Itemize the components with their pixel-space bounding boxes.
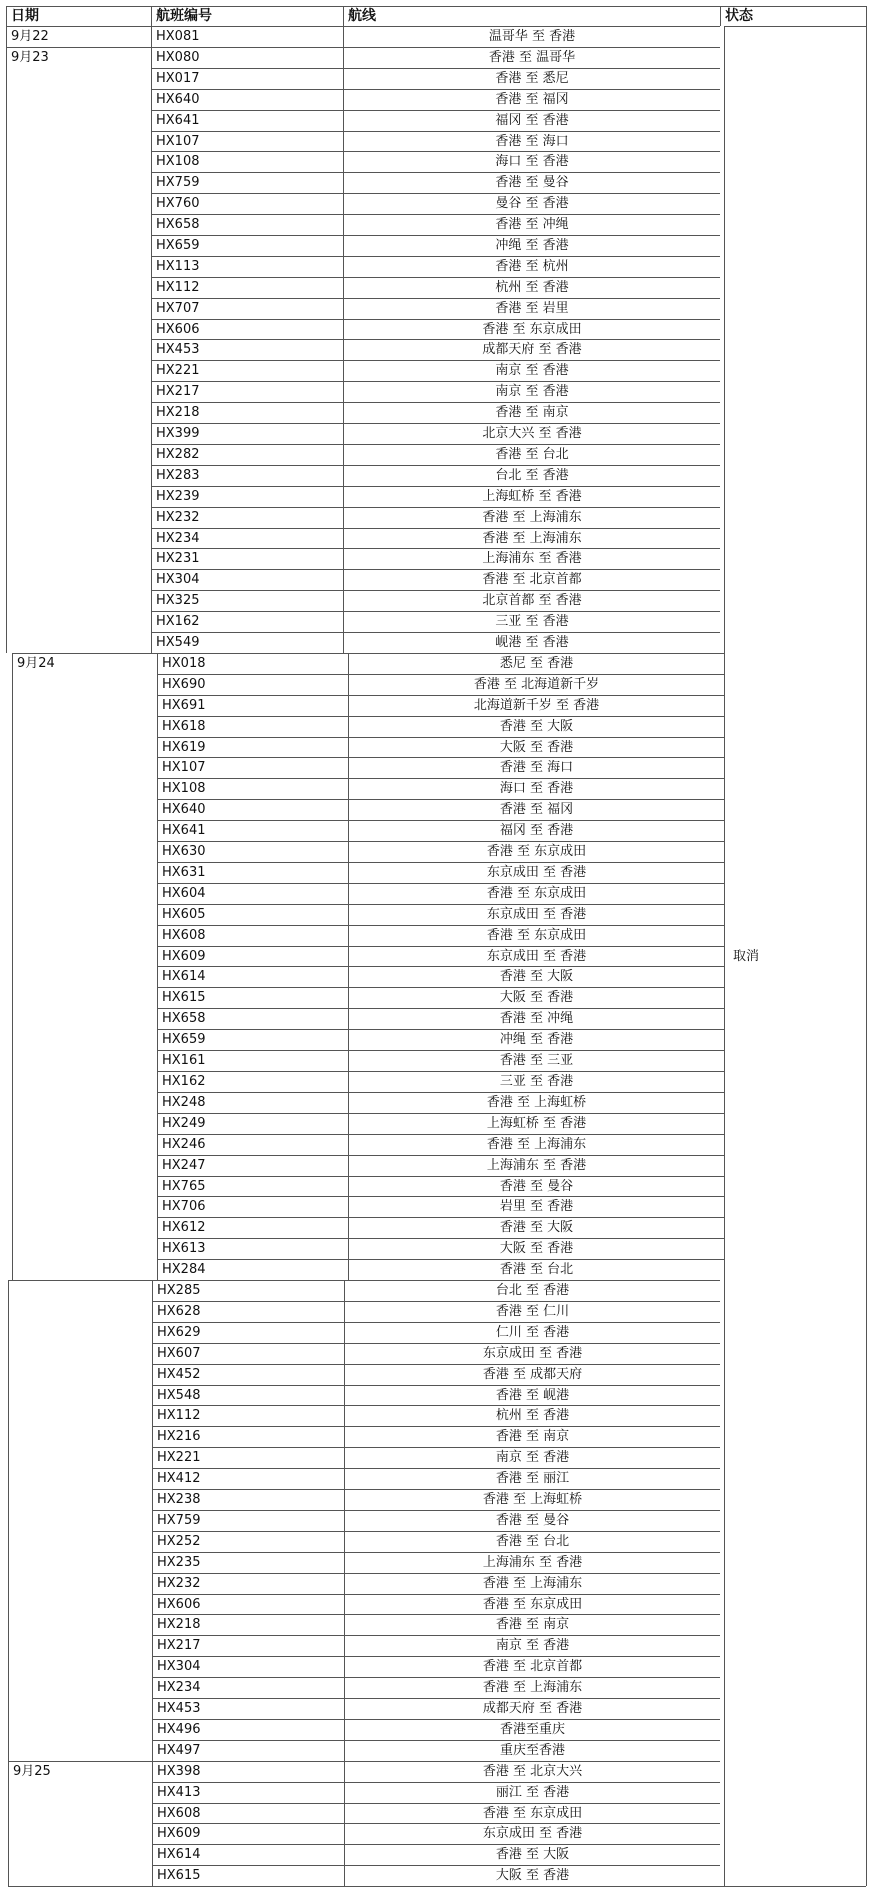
flight-route: 香港 至 东京成田 xyxy=(348,841,724,862)
flight-route: 台北 至 香港 xyxy=(343,465,720,486)
flight-route: 香港 至 东京成田 xyxy=(344,1803,720,1824)
flight-number: HX248 xyxy=(157,1092,348,1113)
flight-route: 香港 至 海口 xyxy=(343,131,720,152)
flight-number: HX017 xyxy=(151,68,343,89)
flight-route: 香港 至 上海虹桥 xyxy=(348,1092,724,1113)
flight-number: HX235 xyxy=(152,1552,344,1573)
flight-number: HX325 xyxy=(151,590,343,611)
flight-route: 福冈 至 香港 xyxy=(343,110,720,131)
flight-number: HX232 xyxy=(151,507,343,528)
flight-number: HX246 xyxy=(157,1134,348,1155)
flight-number: HX112 xyxy=(152,1405,344,1426)
flight-route: 三亚 至 香港 xyxy=(348,1071,724,1092)
flight-route: 香港 至 福冈 xyxy=(348,799,724,820)
flight-route: 东京成田 至 香港 xyxy=(344,1343,720,1364)
flight-route: 悉尼 至 香港 xyxy=(348,653,724,674)
flight-number: HX283 xyxy=(151,465,343,486)
flight-number: HX609 xyxy=(157,946,348,967)
flight-route: 上海浦东 至 香港 xyxy=(344,1552,720,1573)
flight-number: HX107 xyxy=(157,757,348,778)
flight-number: HX640 xyxy=(151,89,343,110)
flight-route: 香港 至 上海浦东 xyxy=(348,1134,724,1155)
flight-number: HX162 xyxy=(157,1071,348,1092)
flight-route: 香港 至 成都天府 xyxy=(344,1364,720,1385)
flight-route: 香港 至 北京大兴 xyxy=(344,1761,720,1782)
flight-route: 大阪 至 香港 xyxy=(348,737,724,758)
flight-number: HX018 xyxy=(157,653,348,674)
flight-number: HX615 xyxy=(157,987,348,1008)
flight-route: 台北 至 香港 xyxy=(344,1280,720,1301)
flight-number: HX285 xyxy=(152,1280,344,1301)
flight-route: 香港 至 福冈 xyxy=(343,89,720,110)
flight-route: 香港 至 悉尼 xyxy=(343,68,720,89)
flight-route: 香港 至 冲绳 xyxy=(348,1008,724,1029)
flight-number: HX107 xyxy=(151,131,343,152)
flight-number: HX496 xyxy=(152,1719,344,1740)
header-flight-number: 航班编号 xyxy=(151,6,343,26)
flight-number: HX218 xyxy=(151,402,343,423)
flight-route: 香港 至 北京首都 xyxy=(343,569,720,590)
date-cell xyxy=(8,1280,152,1761)
flight-number: HX221 xyxy=(151,360,343,381)
flight-number: HX113 xyxy=(151,256,343,277)
flight-number: HX659 xyxy=(151,235,343,256)
flight-route: 重庆至香港 xyxy=(344,1740,720,1761)
flight-number: HX108 xyxy=(151,151,343,172)
flight-route: 香港 至 杭州 xyxy=(343,256,720,277)
flight-route: 北京大兴 至 香港 xyxy=(343,423,720,444)
flight-route: 香港 至 台北 xyxy=(348,1259,724,1280)
date-cell: 9月22 xyxy=(6,26,151,47)
flight-number: HX629 xyxy=(152,1322,344,1343)
flight-number: HX221 xyxy=(152,1447,344,1468)
flight-number: HX232 xyxy=(152,1573,344,1594)
header-date: 日期 xyxy=(6,6,151,26)
status-cancelled: 取消 xyxy=(733,948,760,964)
flight-route: 香港 至 南京 xyxy=(344,1614,720,1635)
flight-number: HX640 xyxy=(157,799,348,820)
flight-route: 香港 至 海口 xyxy=(348,757,724,778)
flight-number: HX614 xyxy=(157,966,348,987)
flight-route: 香港 至 仁川 xyxy=(344,1301,720,1322)
flight-number: HX608 xyxy=(157,925,348,946)
flight-number: HX453 xyxy=(151,339,343,360)
flight-route: 上海虹桥 至 香港 xyxy=(348,1113,724,1134)
flight-route: 香港 至 岩里 xyxy=(343,298,720,319)
flight-route: 香港 至 东京成田 xyxy=(344,1594,720,1615)
flight-number: HX691 xyxy=(157,695,348,716)
flight-number: HX108 xyxy=(157,778,348,799)
flight-number: HX398 xyxy=(152,1761,344,1782)
flight-number: HX452 xyxy=(152,1364,344,1385)
flight-number: HX630 xyxy=(157,841,348,862)
flight-number: HX605 xyxy=(157,904,348,925)
flight-number: HX604 xyxy=(157,883,348,904)
date-cell: 9月24 xyxy=(12,653,157,1280)
flight-number: HX234 xyxy=(152,1677,344,1698)
flight-route: 南京 至 香港 xyxy=(344,1447,720,1468)
flight-number: HX658 xyxy=(157,1008,348,1029)
flight-number: HX282 xyxy=(151,444,343,465)
flight-route: 香港 至 大阪 xyxy=(348,716,724,737)
flight-number: HX216 xyxy=(152,1426,344,1447)
status-cell xyxy=(724,26,866,1886)
flight-route: 冲绳 至 香港 xyxy=(348,1029,724,1050)
flight-route: 香港 至 上海浦东 xyxy=(344,1573,720,1594)
flight-route: 冲绳 至 香港 xyxy=(343,235,720,256)
flight-route: 香港 至 东京成田 xyxy=(348,925,724,946)
flight-number: HX690 xyxy=(157,674,348,695)
flight-number: HX759 xyxy=(151,172,343,193)
flight-number: HX548 xyxy=(152,1385,344,1406)
flight-route: 香港 至 曼谷 xyxy=(348,1176,724,1197)
flight-route: 上海浦东 至 香港 xyxy=(348,1155,724,1176)
date-cell: 9月23 xyxy=(6,47,151,653)
flight-number: HX162 xyxy=(151,611,343,632)
flight-number: HX304 xyxy=(152,1656,344,1677)
flight-route: 香港 至 台北 xyxy=(344,1531,720,1552)
flight-route: 香港 至 三亚 xyxy=(348,1050,724,1071)
flight-route: 香港 至 丽江 xyxy=(344,1468,720,1489)
flight-number: HX080 xyxy=(151,47,343,68)
flight-route: 南京 至 香港 xyxy=(343,360,720,381)
flight-number: HX112 xyxy=(151,277,343,298)
flight-route: 丽江 至 香港 xyxy=(344,1782,720,1803)
flight-number: HX614 xyxy=(152,1844,344,1865)
flight-route: 岩里 至 香港 xyxy=(348,1196,724,1217)
flight-number: HX497 xyxy=(152,1740,344,1761)
flight-number: HX412 xyxy=(152,1468,344,1489)
flight-route: 成都天府 至 香港 xyxy=(343,339,720,360)
flight-route: 香港 至 北海道新千岁 xyxy=(348,674,724,695)
flight-number: HX618 xyxy=(157,716,348,737)
flight-route: 香港 至 大阪 xyxy=(348,1217,724,1238)
flight-route: 杭州 至 香港 xyxy=(343,277,720,298)
flight-number: HX239 xyxy=(151,486,343,507)
flight-route: 香港 至 东京成田 xyxy=(343,319,720,340)
flight-route: 大阪 至 香港 xyxy=(344,1865,720,1886)
flight-number: HX641 xyxy=(151,110,343,131)
flight-route: 南京 至 香港 xyxy=(344,1635,720,1656)
flight-route: 大阪 至 香港 xyxy=(348,987,724,1008)
header-status: 状态 xyxy=(720,6,866,26)
flight-number: HX615 xyxy=(152,1865,344,1886)
flight-route: 香港 至 大阪 xyxy=(344,1844,720,1865)
flight-number: HX607 xyxy=(152,1343,344,1364)
flight-route: 福冈 至 香港 xyxy=(348,820,724,841)
flight-route: 东京成田 至 香港 xyxy=(348,946,724,967)
flight-route: 仁川 至 香港 xyxy=(344,1322,720,1343)
flight-route: 香港 至 上海浦东 xyxy=(343,507,720,528)
flight-number: HX641 xyxy=(157,820,348,841)
flight-route: 海口 至 香港 xyxy=(348,778,724,799)
flight-number: HX631 xyxy=(157,862,348,883)
flight-route: 香港 至 台北 xyxy=(343,444,720,465)
flight-number: HX399 xyxy=(151,423,343,444)
flight-route: 香港 至 大阪 xyxy=(348,966,724,987)
flight-route: 大阪 至 香港 xyxy=(348,1238,724,1259)
date-cell: 9月25 xyxy=(8,1761,152,1886)
flight-number: HX238 xyxy=(152,1489,344,1510)
flight-route: 东京成田 至 香港 xyxy=(348,904,724,925)
flight-route: 香港至重庆 xyxy=(344,1719,720,1740)
flight-number: HX549 xyxy=(151,632,343,653)
flight-route: 成都天府 至 香港 xyxy=(344,1698,720,1719)
flight-route: 海口 至 香港 xyxy=(343,151,720,172)
flight-number: HX249 xyxy=(157,1113,348,1134)
flight-route: 香港 至 曼谷 xyxy=(343,172,720,193)
flight-route: 香港 至 上海浦东 xyxy=(344,1677,720,1698)
flight-route: 香港 至 南京 xyxy=(343,402,720,423)
flight-route: 北海道新千岁 至 香港 xyxy=(348,695,724,716)
flight-number: HX759 xyxy=(152,1510,344,1531)
flight-route: 香港 至 冲绳 xyxy=(343,214,720,235)
flight-number: HX658 xyxy=(151,214,343,235)
flight-number: HX252 xyxy=(152,1531,344,1552)
flight-number: HX612 xyxy=(157,1217,348,1238)
flight-number: HX760 xyxy=(151,193,343,214)
flight-route: 东京成田 至 香港 xyxy=(344,1823,720,1844)
flight-number: HX609 xyxy=(152,1823,344,1844)
flight-number: HX081 xyxy=(151,26,343,47)
flight-number: HX608 xyxy=(152,1803,344,1824)
flight-route: 香港 至 东京成田 xyxy=(348,883,724,904)
flight-route: 温哥华 至 香港 xyxy=(343,26,720,47)
header-route: 航线 xyxy=(343,6,720,26)
flight-route: 香港 至 北京首都 xyxy=(344,1656,720,1677)
flight-route: 香港 至 上海虹桥 xyxy=(344,1489,720,1510)
flight-route: 岘港 至 香港 xyxy=(343,632,720,653)
flight-route: 曼谷 至 香港 xyxy=(343,193,720,214)
flight-number: HX217 xyxy=(151,381,343,402)
flight-number: HX217 xyxy=(152,1635,344,1656)
flight-route: 北京首都 至 香港 xyxy=(343,590,720,611)
flight-number: HX284 xyxy=(157,1259,348,1280)
flight-number: HX707 xyxy=(151,298,343,319)
flight-number: HX247 xyxy=(157,1155,348,1176)
flight-number: HX628 xyxy=(152,1301,344,1322)
flight-route: 三亚 至 香港 xyxy=(343,611,720,632)
flight-route: 香港 至 曼谷 xyxy=(344,1510,720,1531)
flight-route: 上海浦东 至 香港 xyxy=(343,548,720,569)
flight-route: 香港 至 温哥华 xyxy=(343,47,720,68)
flight-number: HX606 xyxy=(151,319,343,340)
flight-route: 上海虹桥 至 香港 xyxy=(343,486,720,507)
flight-number: HX613 xyxy=(157,1238,348,1259)
flight-route: 香港 至 南京 xyxy=(344,1426,720,1447)
flight-route: 香港 至 上海浦东 xyxy=(343,528,720,549)
flight-number: HX413 xyxy=(152,1782,344,1803)
flight-number: HX606 xyxy=(152,1594,344,1615)
flight-number: HX453 xyxy=(152,1698,344,1719)
flight-route: 东京成田 至 香港 xyxy=(348,862,724,883)
flight-number: HX304 xyxy=(151,569,343,590)
flight-route: 杭州 至 香港 xyxy=(344,1405,720,1426)
table-bottom-border xyxy=(8,1886,866,1887)
flight-number: HX706 xyxy=(157,1196,348,1217)
flight-number: HX161 xyxy=(157,1050,348,1071)
flight-number: HX765 xyxy=(157,1176,348,1197)
flight-number: HX659 xyxy=(157,1029,348,1050)
flight-number: HX234 xyxy=(151,528,343,549)
flight-number: HX619 xyxy=(157,737,348,758)
flight-number: HX231 xyxy=(151,548,343,569)
flight-number: HX218 xyxy=(152,1614,344,1635)
table-right-border xyxy=(866,6,867,1886)
flight-route: 香港 至 岘港 xyxy=(344,1385,720,1406)
flight-route: 南京 至 香港 xyxy=(343,381,720,402)
